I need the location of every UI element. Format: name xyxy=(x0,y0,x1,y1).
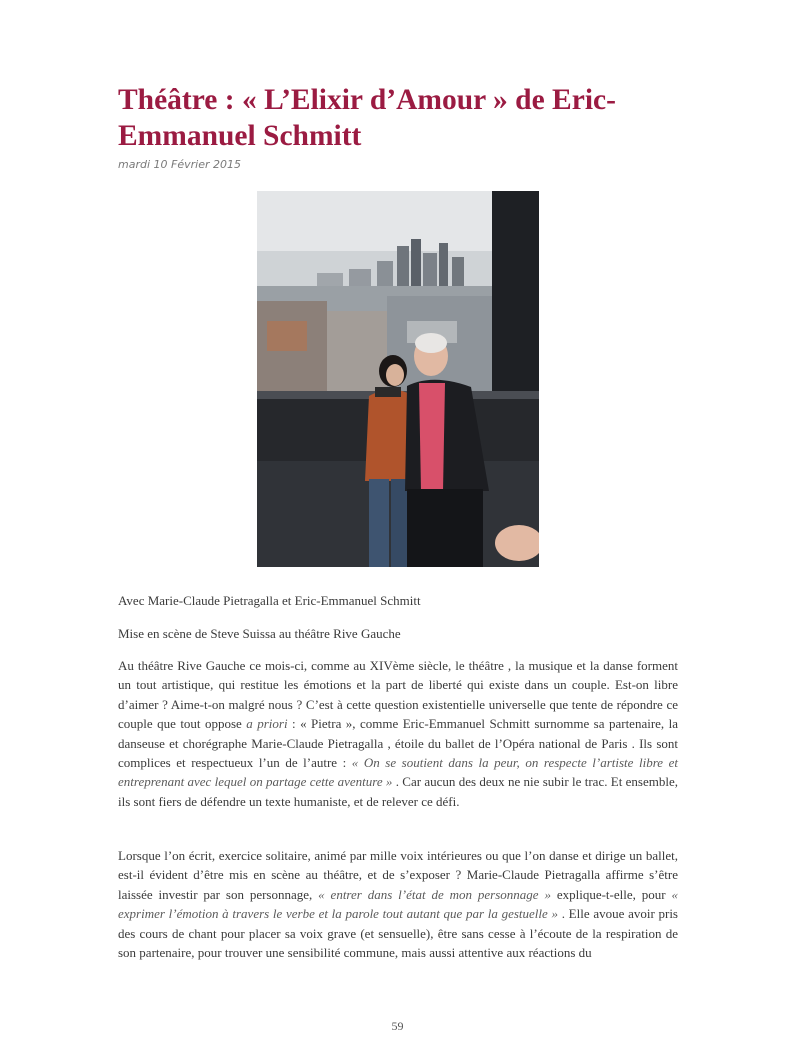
quote-text: « exprimer l’émotion à travers le verbe et la parole tout autant que par la gestuelle » xyxy=(118,886,678,922)
quote-text: « On se soutient dans la peur, on respecte l’artiste libre et entreprenant avec lequel on partage cette aventure » xyxy=(118,755,678,790)
photo-illustration xyxy=(257,191,539,567)
paragraph-text: Lorsque l’on écrit, exercice solitaire, animé par mille voix intérieures ou que l’on danse et dirige un ballet, est-il évident d’être mis en scène au théâtre, et de s’exposer ? Marie-Claude Pietragalla affirme s’être laissée investir par son personnage, xyxy=(118,848,678,902)
paragraph-text: explique-t-elle, pour xyxy=(550,886,672,902)
direction-line: Mise en scène de Steve Suissa au théâtre Rive Gauche xyxy=(118,626,401,641)
paragraph-1 xyxy=(118,656,678,811)
paragraph-text: Au théâtre Rive Gauche ce mois-ci, comme au XIVème siècle, le théâtre , la musique et la danse forment un tout artistique, qui restitue les émotions et la part de liberté qui existe dans un couple. Est-on libre d’aimer ? Aime-t-on malgré nous ? C’est à cette question existentielle universelle que tente de répondre ce couple que tout oppose xyxy=(118,658,678,732)
paragraph-text: : « Pietra », comme Eric-Emmanuel Schmitt surnomme sa partenaire, la danseuse et chorégraphe Marie-Claude Pietragalla , étoile du ballet de l’Opéra national de Paris . Ils sont complices et respectueux l’un de l’autre : xyxy=(118,716,679,771)
article-photo xyxy=(257,191,539,567)
article-title: Théâtre : « L’Elixir d’Amour » de Eric-Emmanuel Schmitt xyxy=(118,84,616,152)
paragraph-text: . Elle avoue avoir pris des cours de chant pour placer sa voix grave (et sensuelle), être sans cesse à l’écoute de la respiration de son partenaire, pour trouver une sensibilité commune, mais aussi attentive aux réactions du xyxy=(118,906,678,961)
italic-term: a priori xyxy=(246,716,288,732)
article-date: mardi 10 Février 2015 xyxy=(118,158,241,171)
quote-text: « entrer dans l’état de mon personnage » xyxy=(318,886,551,902)
page-number: 59 xyxy=(391,1019,404,1033)
paragraph-2 xyxy=(118,846,678,962)
credits-line: Avec Marie-Claude Pietragalla et Eric-Emmanuel Schmitt xyxy=(118,593,421,608)
paragraph-text: . Car aucun des deux ne nie subir le trac. Et ensemble, ils sont fiers de défendre un texte humaniste, et de relever ce défi. xyxy=(118,774,678,809)
